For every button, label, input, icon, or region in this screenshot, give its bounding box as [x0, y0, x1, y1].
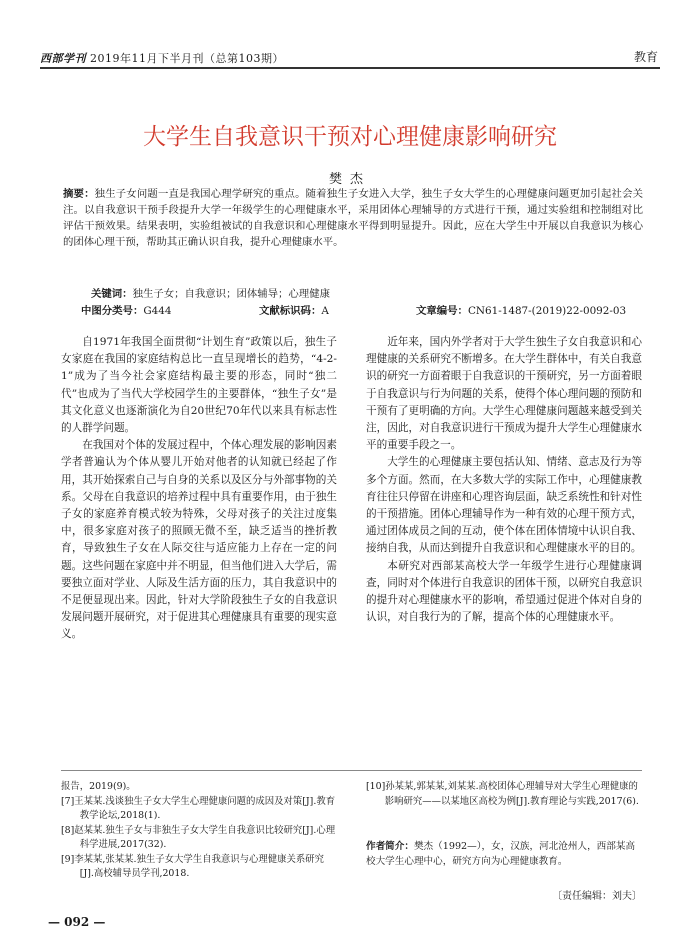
header-rule [40, 67, 660, 69]
classification-number [81, 304, 171, 319]
body-paragraph: 本研究对西部某高校大学一年级学生进行心理健康调查，同时对个体进行自我意识的团体干预，以研究自我意识的提升对心理健康水平的影响，希望通过促进个体对自身的认识，对自我行为的了解，提高个体的心理健康水平。 [366, 559, 642, 624]
section-label: 教育 [633, 50, 658, 64]
author-info [366, 840, 642, 869]
running-header [40, 48, 660, 70]
article-id-value: CN61-1487-(2019)22-0092-03 [467, 305, 627, 317]
doc-code-value: A [321, 305, 329, 317]
author-info-label: 作者简介： [366, 841, 414, 852]
journal-issue-line [40, 50, 284, 66]
reference-item: [7]王某某.浅谈独生子女大学生心理健康问题的成因及对策[J].教育教学论坛,2018(1). [61, 795, 336, 821]
references-right [366, 780, 642, 809]
page-number: — 092 — [48, 915, 106, 929]
classification-value: G444 [143, 305, 172, 317]
article-title: 大学生自我意识干预对心理健康影响研究 [143, 124, 557, 150]
author-info-text: 樊杰（1992—），女，汉族，河北沧州人，西部某高校大学生心理中心，研究方向为心理健康教育。 [366, 841, 636, 867]
body-column-right [366, 334, 642, 626]
keywords-text: 独生子女；自我意识；团体辅导；心理健康 [132, 288, 330, 300]
article-id-label: 文章编号： [416, 305, 468, 317]
body-paragraph: 近年来，国内外学者对于大学生独生子女自我意识和心理健康的关系研究不断增多。在大学生群体中，有关自我意识的研究一方面着眼于自我意识的干预研究，另一方面着眼于自我意识与行为问题的关系，使得个体心理问题的预防和干预有了更明确的方向。大学生心理健康问题越来越受到关注，因此，对自我意识进行干预成为提升大学生心理健康水平的重要手段之一。 [366, 336, 642, 452]
body-column-left [61, 334, 337, 644]
references-left [61, 780, 337, 882]
article-id [416, 304, 626, 319]
reference-item: 报告，2019(9)。 [61, 781, 136, 792]
body-paragraph: 大学生的心理健康主要包括认知、情绪、意志及行为等多个方面。然而，在大多数大学的实际工作中，心理健康教育往往只停留在讲座和心理咨询层面，缺乏系统性和针对性的干预措施。团体心理辅导作为一种有效的心理干预方式，通过团体成员之间的互动，使个体在团体情境中认识自我、接纳自我，从而达到提升自我意识和心理健康水平的目的。 [366, 456, 642, 555]
reference-item: [8]赵某某.独生子女与非独生子女大学生自我意识比较研究[J].心理科学进展,2017(32). [61, 824, 336, 850]
classification-label: 中图分类号： [81, 305, 144, 317]
abstract-label: 摘要： [63, 188, 95, 200]
references-divider [61, 770, 642, 771]
abstract-text: 独生子女问题一直是我国心理学研究的重点。随着独生子女进入大学，独生子女大学生的心理健康问题更加引起社会关注。以自我意识干预手段提升大学一年级学生的心理健康水平，采用团体心理辅导的方式进行干预，通过实验组和控制组对比评估干预效果。结果表明，实验组被试的自我意识和心理健康水平得到明显提升。因此，应在大学生中开展以自我意识为核心的团体心理干预，帮助其正确认识自我，提升心理健康水平。 [63, 188, 644, 248]
body-paragraph: 自1971年我国全面贯彻“计划生育”政策以后，独生子女家庭在我国的家庭结构总比一直呈现增长的趋势，“4-2-1”成为了当今社会家庭结构最主要的形态，同时“独二代”也成为了当代大学校园学生的主要群体，“独生子女”是其文化意义也逐渐演化为自20世纪70年代以来具有标志性的人群学问题。 [61, 336, 337, 435]
reference-item: [9]李某某,张某某.独生子女大学生自我意识与心理健康关系研究[J].高校辅导员学刊,2018. [61, 853, 324, 879]
article-author: 樊杰 [328, 172, 371, 187]
journal-name: 西部学刊 [40, 52, 86, 65]
keywords [91, 287, 330, 302]
abstract [63, 186, 643, 250]
doc-code-label: 文献标识码： [259, 305, 322, 317]
keywords-label: 关键词： [91, 288, 133, 300]
responsible-editor: 〔责任编辑：刘夫〕 [552, 891, 642, 902]
reference-item: [10]孙某某,郭某某,刘某某.高校团体心理辅导对大学生心理健康的影响研究——以某地区高校为例[J].教育理论与实践,2017(6). [366, 781, 639, 807]
document-code [259, 304, 329, 319]
journal-issue: 2019年11月下半月刊（总第103期） [90, 52, 284, 65]
body-paragraph: 在我国对个体的发展过程中，个体心理发展的影响因素学者普遍认为个体从婴儿开始对他者的认知就已经起了作用，其开始探索自己与自身的关系以及区分与外部事物的关系。父母在自我意识的培养过程中具有重要作用，由于独生子女的家庭养育模式较为特殊，父母对孩子的关注过度集中，很多家庭对孩子的照顾无微不至，缺乏适当的挫折教育，导致独生子女在人际交往与适应能力上存在一定的问题。这些问题在家庭中并不明显，但当他们进入大学后，需要独立面对学业、人际及生活方面的压力，其自我意识中的不足便显现出来。因此，针对大学阶段独生子女的自我意识发展问题开展研究，对于促进其心理健康具有重要的现实意义。 [61, 439, 337, 641]
